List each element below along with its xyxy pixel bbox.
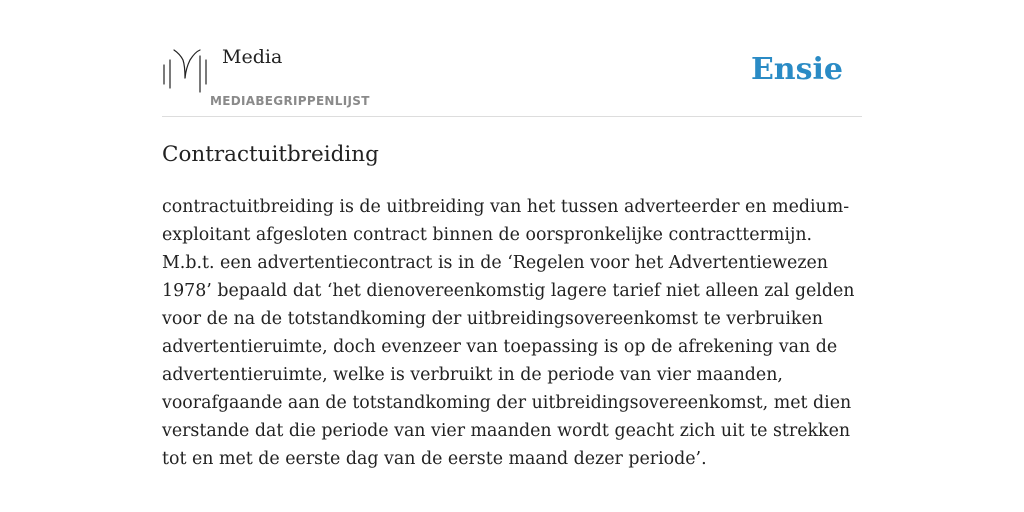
article-title: Contractuitbreiding (162, 142, 379, 167)
brand-title[interactable]: Media (222, 46, 283, 68)
ensie-logo[interactable]: Ensie (750, 52, 843, 87)
article-body: contractuitbreiding is de uitbreiding van het tussen adverteerder en medium-exploitant afgesloten contract binnen de oorspronkelijke contracttermijn. M.b.t. een advertentiecontract is in de ‘Regelen voor het Advertentiewezen 1978’ bepaald dat ‘het dienovereenkomstig lagere tarief niet alleen zal gelden voor de na de totstandkoming der uitbreidingsovereenkomst te verbruiken advertentieruimte, doch evenzeer van toepassing is op de afrekening van de advertentieruimte, welke is verbruikt in de periode van vier maanden, voorafgaande aan de totstandkoming der uitbreidingsovereenkomst, met dien verstande dat die periode van vier maanden wordt geacht zich uit te strekken tot en met de eerste dag van de eerste maand dezer periode’. (162, 197, 855, 469)
mediabegrippenlijst-m-logo-icon[interactable] (162, 48, 208, 94)
header (162, 40, 862, 117)
brand-subtitle[interactable]: MEDIABEGRIPPENLIJST (210, 94, 370, 108)
